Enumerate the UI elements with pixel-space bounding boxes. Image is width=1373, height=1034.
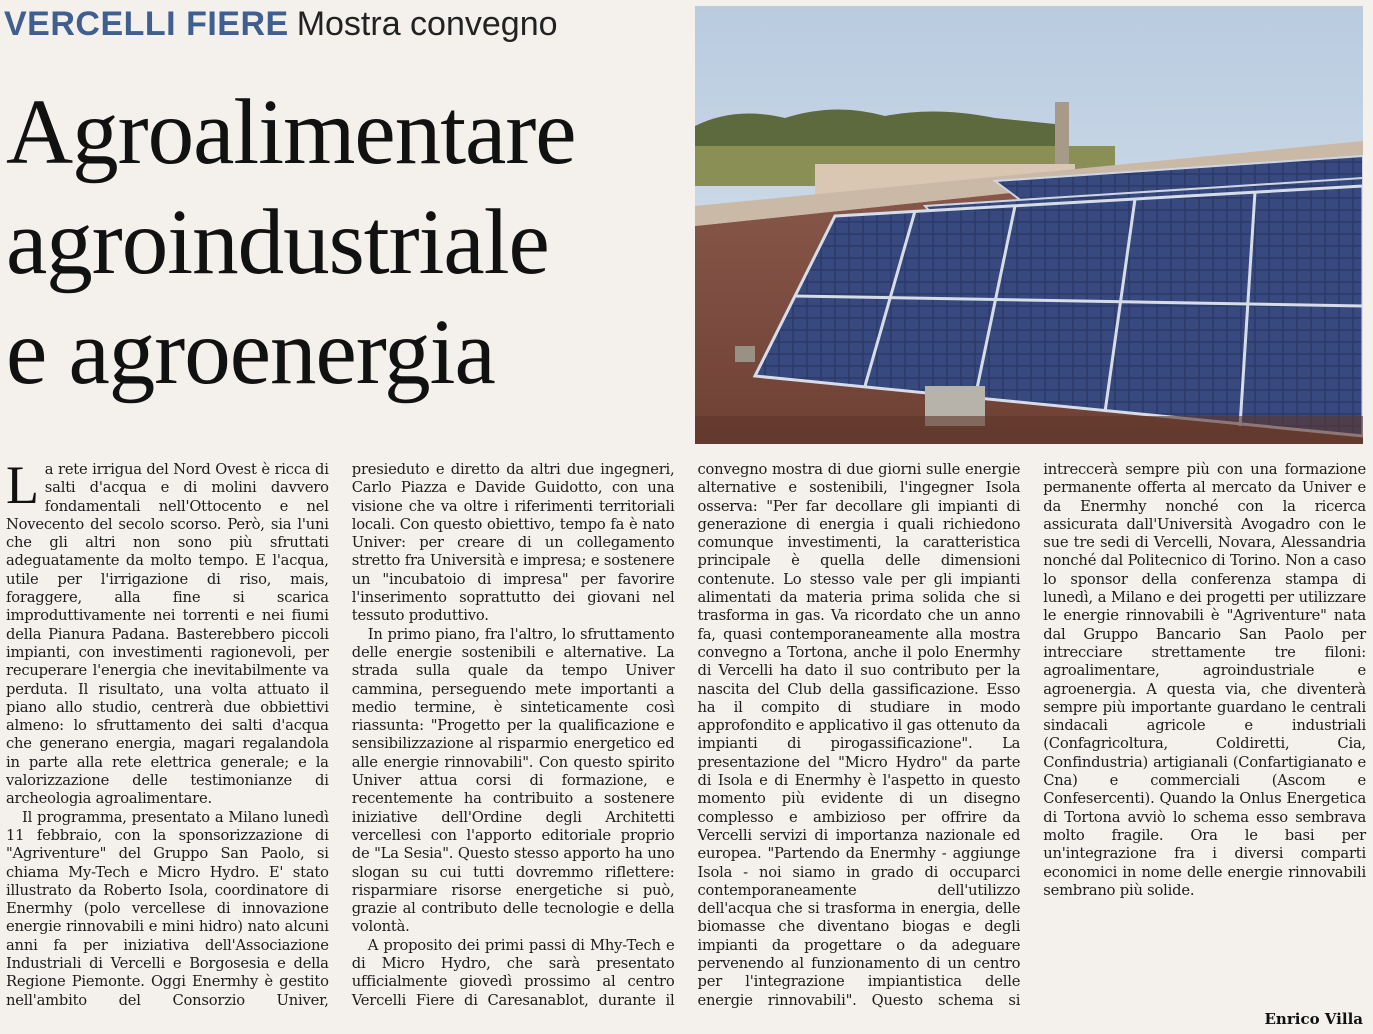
paragraph-1-text: a rete irrigua del Nord Ovest è ricca di salti d'acqua e di molini davvero fondamentali nell'Ottocento e nel Novecento del secolo scorso. Però, sia l'uni che gli altri non sono più sfruttati adeguatamente da molto tempo. E l'acqua, utile per l'irrigazione di riso, mais, foraggere, alla fine si scarica improduttivamente nei torrenti e nei fiumi della Pianura Padana. Basterebbero piccoli impianti, con investimenti ragionevoli, per recuperare l'energia che inevitabilmente va perduta. Il risultato, una volta attuato il piano allo studio, centrerà due obbiettivi almeno: lo sfruttamento dei salti d'acqua che generano energia, magari regalandola in parte alla rete elettrica generale; e la valorizzazione delle testimonianze di archeologia agroalimentare.	[6, 461, 329, 808]
headline-line-2: agroindustriale	[6, 191, 549, 294]
headline-line-3: e agroenergia	[6, 301, 495, 404]
section-label: VERCELLI FIERE	[4, 5, 289, 43]
article-paragraph: A proposito dei primi passi di Mhy-Tech e di Micro Hydro, che sarà presentato ufficialmente giovedì prossimo al centro Vercelli Fiere di Caresanablot, durante il convegno mostra di due giorni sulle energie alternative e sostenibili, l'ingegner Isola osserva: "Per far decollare gli impianti di generazione di energia i quali richiedono comunque investimenti, la caratteristica principale è quella delle dimensioni contenute. Lo stesso vale per gli impianti alimentati da materia prima solida che si trasforma in gas. Va ricordato che un anno fa, quasi contemporaneamente alla mostra convegno a Tortona, anche il polo Enermhy di Vercelli ha dato il suo contributo per la nascita del Club della gassificazione. Esso ha il compito di studiare in modo approfondito e applicativo il gas ottenuto da impianti di pirogassificazione". La presentazione del "Micro Hydro" da parte di Isola e di Enermhy è l'aspetto in questo momento più evidente di un disegno complesso e ambizioso per offrire da Vercelli servizi di importanza nazionale ed europea. "Partendo da Enermhy - aggiunge Isola - noi siamo in grado di occuparci contemporaneamente dell'utilizzo dell'acqua che si trasforma in energia, delle biomasse che diventano biogas e degli impianti da progettare o da adeguare pervenendo al funzionamento di un centro per l'integrazione impiantistica delle energie rinnovabili". Questo schema si intreccerà sempre più con una formazione permanente offerta al mercato da Univer e da Enermhy nonché con la ricerca assicurata dall'Università Avogadro con le sue tre sedi di Vercelli, Novara, Alessandria nonché dal Politecnico di Torino. Non a caso lo sponsor della conferenza stampa di lunedì, a Milano e dei progetti per utilizzare le energie rinnovabili è "Agriventure" nata dal Gruppo Bancario San Paolo per intrecciare strettamente tre filoni: agroalimentare, agroindustriale e agroenergia. A questa via, che diventerà sempre più importante guardano le centrali sindacali agricole e industriali (Confagricoltura, Coldiretti, Cia, Confindustria) artigianali (Confartigianato e Cna) e commerciali (Ascom e Confesercenti). Quando la Onlus Energetica di Tortona avviò lo schema esso sembrava molto fragile. Ora le basi per un'integrazione fra i diversi comparti economici in nome delle energie rinnovabili sembrano più solide.	[351, 461, 1366, 1009]
drop-cap: L	[6, 455, 39, 515]
headline	[6, 78, 686, 408]
author-byline: Enrico Villa	[1264, 1010, 1363, 1028]
article-paragraph: In primo piano, fra l'altro, lo sfruttamento delle energie sostenibili e alternative. La strada sulla quale da tempo Univer cammina, perseguendo mete importanti a medio termine, è sinteticamente così riassunta: "Progetto per la qualificazione e sensibilizzazione al risparmio energetico ed alle energie rinnovabili". Con questo spirito Univer attua corsi di formazione, e recentemente ha contribuito a sostenere iniziative dell'Ordine degli Architetti vercellesi con l'apporto editoriale proprio de "La Sesia". Questo stesso apporto ha uno slogan su cui tutti dovremmo riflettere: risparmiare risorse energetiche si può, grazie al contributo delle tecnologie e della volontà.	[351, 625, 675, 936]
section-subtitle: Mostra convegno	[296, 5, 558, 43]
solar-panels-photo	[695, 6, 1363, 444]
section-kicker	[4, 4, 558, 44]
article-paragraph	[6, 455, 329, 809]
article-body	[6, 455, 1366, 1027]
headline-line-1: Agroalimentare	[6, 81, 576, 184]
solar-panels-illustration	[695, 6, 1363, 444]
article-paragraph: Il programma, presentato a Milano lunedì 11 febbraio, con la sponsorizzazione di "Agriventure" del Gruppo San Paolo, si chiama My-Tech e Micro Hydro. E' stato illustrato da Roberto Isola, coordinatore di Enermhy (polo vercellese di innovazione energie rinnovabili e mini hidro) nato alcuni anni fa per iniziativa dell'Associazione Industriali di Vercelli e Borgosesia e della Regione Piemonte. Oggi Enermhy è gestito nell'ambito del Consorzio Univer, presieduto e diretto da altri due ingegneri, Carlo Piazza e Davide Guidotto, con una visione che va oltre i riferimenti territoriali locali. Con questo obiettivo, tempo fa è nato Univer: per creare di un collegamento stretto fra Università e impresa; e sostenere un "incubatoio di impresa" per favorire l'inserimento soprattutto dei giovani nel tessuto produttivo.	[6, 461, 675, 1009]
